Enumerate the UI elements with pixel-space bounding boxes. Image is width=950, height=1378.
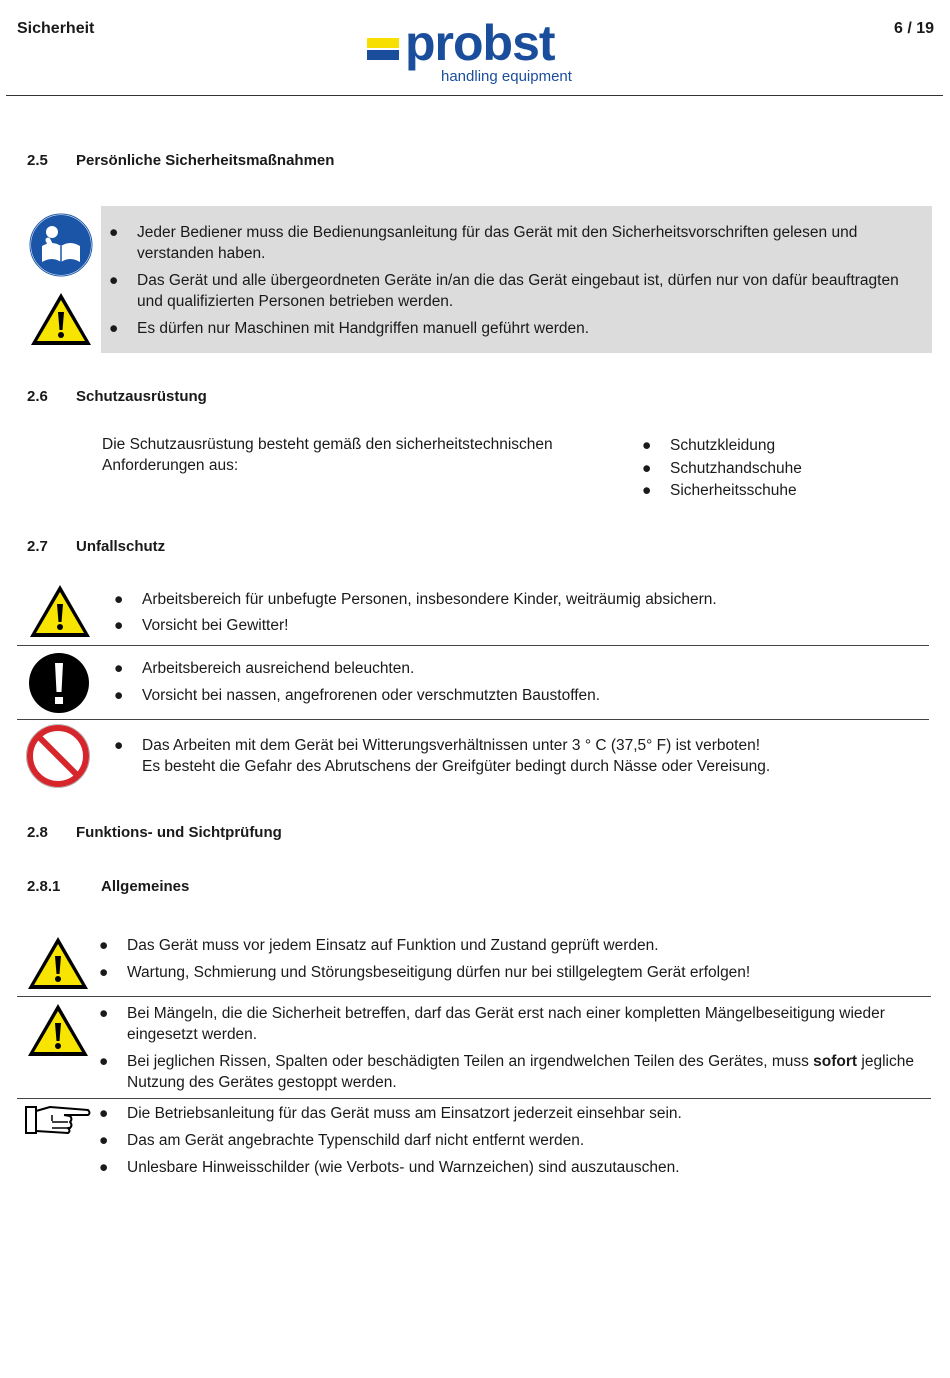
list-item: ● Das am Gerät angebrachte Typenschild darf nicht entfernt werden. xyxy=(99,1132,585,1149)
read-manual-icon xyxy=(28,212,94,278)
section-number-2-7: 2.7 xyxy=(27,538,48,555)
list-item: ● Es dürfen nur Maschinen mit Handgriffen manuell geführt werden. xyxy=(109,320,590,337)
header-section-title: Sicherheit xyxy=(17,20,95,37)
list-item: ● Das Gerät und alle übergeordneten Geräte in/an die das Gerät eingebaut ist, dürfen nur von dafür beauftragten und qualifizierten Personen betrieben werden. xyxy=(109,272,899,310)
logo-bar-blue xyxy=(367,50,399,60)
list-item: ● Sicherheitsschuhe xyxy=(642,482,797,499)
list-item: ● Das Gerät muss vor jedem Einsatz auf Funktion und Zustand geprüft werden. xyxy=(99,937,659,954)
page-number: 6 / 19 xyxy=(893,20,934,37)
exclamation-circle-icon xyxy=(28,652,90,714)
section-title-2-5: Persönliche Sicherheitsmaßnahmen xyxy=(76,152,335,169)
list-item: ● Bei Mängeln, die die Sicherheit betreffen, darf das Gerät erst nach einer kompletten Mängelbeseitigung wieder eingesetzt werden. xyxy=(99,1005,885,1043)
divider xyxy=(17,645,929,646)
list-item: ● Jeder Bediener muss die Bedienungsanleitung für das Gerät mit den Sicherheitsvorschriften gelesen und verstanden haben. xyxy=(109,224,858,262)
section-title-2-8-1: Allgemeines xyxy=(101,878,190,895)
accident-list-1 xyxy=(114,589,922,636)
section-title-2-6: Schutzausrüstung xyxy=(76,388,207,405)
list-item: ● Vorsicht bei Gewitter! xyxy=(114,617,289,634)
warning-triangle-icon xyxy=(25,934,91,992)
section-number-2-8-1: 2.8.1 xyxy=(27,878,61,895)
list-item: ● Vorsicht bei nassen, angefrorenen oder verschmutzten Baustoffen. xyxy=(114,687,601,704)
warning-triangle-icon xyxy=(28,290,94,348)
warning-triangle-icon xyxy=(27,582,93,640)
list-item: ● Schutzkleidung xyxy=(642,437,776,454)
list-item: ● Bei jeglichen Rissen, Spalten oder beschädigten Teilen an irgendwelchen Teilen des Gerätes, muss sofort jegliche Nutzung des Gerätes gestoppt werden. xyxy=(99,1053,914,1091)
section-number-2-8: 2.8 xyxy=(27,824,48,841)
divider xyxy=(17,996,931,997)
probst-logo xyxy=(365,15,591,90)
list-item: ● Arbeitsbereich ausreichend beleuchten. xyxy=(114,660,415,677)
list-item: ● Wartung, Schmierung und Störungsbeseitigung dürfen nur bei stillgelegtem Gerät erfolgen! xyxy=(99,964,751,981)
pointing-hand-icon xyxy=(24,1103,92,1139)
list-item: ● Unlesbare Hinweisschilder (wie Verbots- und Warnzeichen) sind auszutauschen. xyxy=(99,1159,680,1176)
list-item: ● Schutzhandschuhe xyxy=(642,459,802,477)
list-item: ● Arbeitsbereich für unbefugte Personen, insbesondere Kinder, weiträumig absichern. xyxy=(114,591,717,608)
header-divider xyxy=(6,95,943,96)
section-number-2-5: 2.5 xyxy=(27,152,48,169)
general-list-1 xyxy=(99,935,927,983)
safety-measures-list xyxy=(109,222,917,339)
list-item: ● Die Betriebsanleitung für das Gerät muss am Einsatzort jederzeit einsehbar sein. xyxy=(99,1105,682,1122)
protective-equipment-text: Die Schutzausrüstung besteht gemäß den sicherheitstechnischen Anforderungen aus: xyxy=(102,436,553,474)
logo-bar-yellow xyxy=(367,38,399,48)
general-list-2 xyxy=(99,1003,917,1093)
logo-word: probst xyxy=(405,15,555,71)
divider xyxy=(17,719,929,720)
warning-triangle-icon xyxy=(25,1001,91,1059)
protective-equipment-list xyxy=(642,435,930,501)
accident-list-2 xyxy=(114,658,922,706)
divider xyxy=(17,1098,931,1099)
logo-subtitle: handling equipment xyxy=(441,68,572,85)
section-title-2-8: Funktions- und Sichtprüfung xyxy=(76,824,282,841)
accident-list-3 xyxy=(114,735,932,777)
section-title-2-7: Unfallschutz xyxy=(76,538,166,555)
list-item: ● Das Arbeiten mit dem Gerät bei Witterungsverhältnissen unter 3 ° C (37,5° F) ist verboten! Es besteht die Gefahr des Abrutschens der Greifgüter bedingt durch Nässe oder Vereisung. xyxy=(114,737,771,775)
general-list-3 xyxy=(99,1103,927,1178)
prohibition-icon xyxy=(26,724,90,788)
section-number-2-6: 2.6 xyxy=(27,388,48,405)
